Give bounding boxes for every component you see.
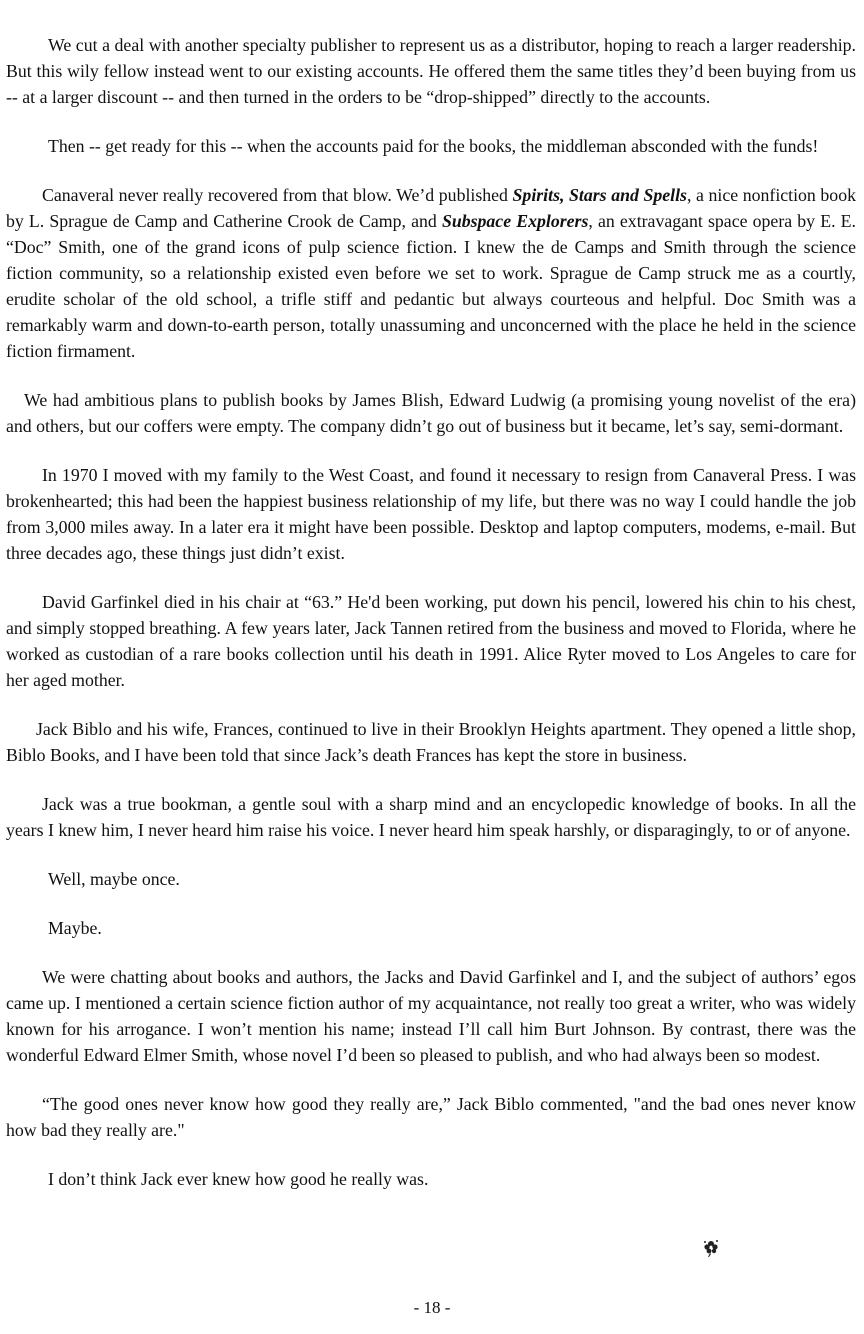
paragraph-maybe-once: Well, maybe once.	[48, 869, 180, 889]
paragraph-ambitious-plans: We had ambitious plans to publish books by James Blish, Edward Ludwig (a promising young novelist of the era) and others, but our coffers were empty. The company didn’t go out of business but it became, let’s say, semi-dormant.	[6, 390, 856, 436]
paragraph-jack-biblo: Jack Biblo and his wife, Frances, continued to live in their Brooklyn Heights apartment. They opened a little shop, Biblo Books, and I have been told that since Jack’s death Frances has kept the store in business.	[6, 719, 856, 765]
paragraph-1970-move: In 1970 I moved with my family to the West Coast, and found it necessary to resign from Canaveral Press. I was brokenhearted; this had been the happiest business relationship of my life, but there was no way I could handle the job from 3,000 miles away. In a later era it might have been possible. Desktop and laptop computers, modems, e-mail. But three decades ago, these things just didn’t exist.	[6, 465, 856, 563]
book-title-spirits-stars-spells: Spirits, Stars and Spells	[512, 185, 687, 205]
paragraph-david-garfinkel: David Garfinkel died in his chair at “63.” He'd been working, put down his pencil, lowered his chin to his chest, and simply stopped breathing. A few years later, Jack Tannen retired from the business and moved to Florida, where he worked as custodian of a rare books collection until his death in 1991. Alice Ryter moved to Los Angeles to care for her aged mother.	[6, 592, 856, 690]
paragraph-authors-egos: We were chatting about books and authors, the Jacks and David Garfinkel and I, and the subject of authors’ egos came up. I mentioned a certain science fiction author of my acquaintance, not really too great a writer, who was widely known for his arrogance. I won’t mention his name; instead I’ll call him Burt Johnson. By contrast, there was the wonderful Edward Elmer Smith, whose novel I’d been so pleased to publish, and who had always been so modest.	[6, 967, 856, 1065]
paragraph-closing: I don’t think Jack ever knew how good he really was.	[48, 1169, 429, 1189]
paragraph-canaveral	[6, 182, 856, 364]
paragraph-quote: “The good ones never know how good they really are,” Jack Biblo commented, "and the bad ones never know how bad they really are."	[6, 1094, 856, 1140]
page-number: - 18 -	[413, 1298, 451, 1317]
book-title-subspace-explorers: Subspace Explorers	[441, 211, 589, 231]
paragraph-maybe: Maybe.	[48, 918, 102, 938]
paragraph-text: Canaveral never really recovered from that blow. We’d published	[42, 185, 513, 205]
paragraph-text: , an extravagant space opera by E. E. “Doc” Smith, one of the grand icons of pulp science fiction. I knew the de Camps and Smith through the science fiction community, so a relationship existed even before we set to work. Sprague de Camp struck me as a courtly, erudite scholar of the old school, a trifle stiff and pedantic but always courteous and helpful. Doc Smith was a remarkably warm and down-to-earth person, totally unassuming and unconcerned with the place he held in the science fiction firmament.	[6, 211, 856, 361]
flower-ornament-icon	[700, 1236, 722, 1258]
paragraph-true-bookman: Jack was a true bookman, a gentle soul with a sharp mind and an encyclopedic knowledge of books. In all the years I knew him, I never heard him raise his voice. I never heard him speak harshly, or disparagingly, to or of anyone.	[6, 794, 856, 840]
paragraph-text: , a nice nonfiction book by L. Sprague de Camp and Catherine Crook de Camp, and	[6, 185, 856, 231]
paragraph-distributor: We cut a deal with another specialty publisher to represent us as a distributor, hoping to reach a larger readership. But this wily fellow instead went to our existing accounts. He offered them the same titles they’d been buying from us -- at a larger discount -- and then turned in the orders to be “drop-shipped” directly to the accounts.	[6, 35, 856, 107]
paragraph-middleman: Then -- get ready for this -- when the accounts paid for the books, the middleman absconded with the funds!	[48, 136, 819, 156]
document-page	[6, 32, 856, 1215]
